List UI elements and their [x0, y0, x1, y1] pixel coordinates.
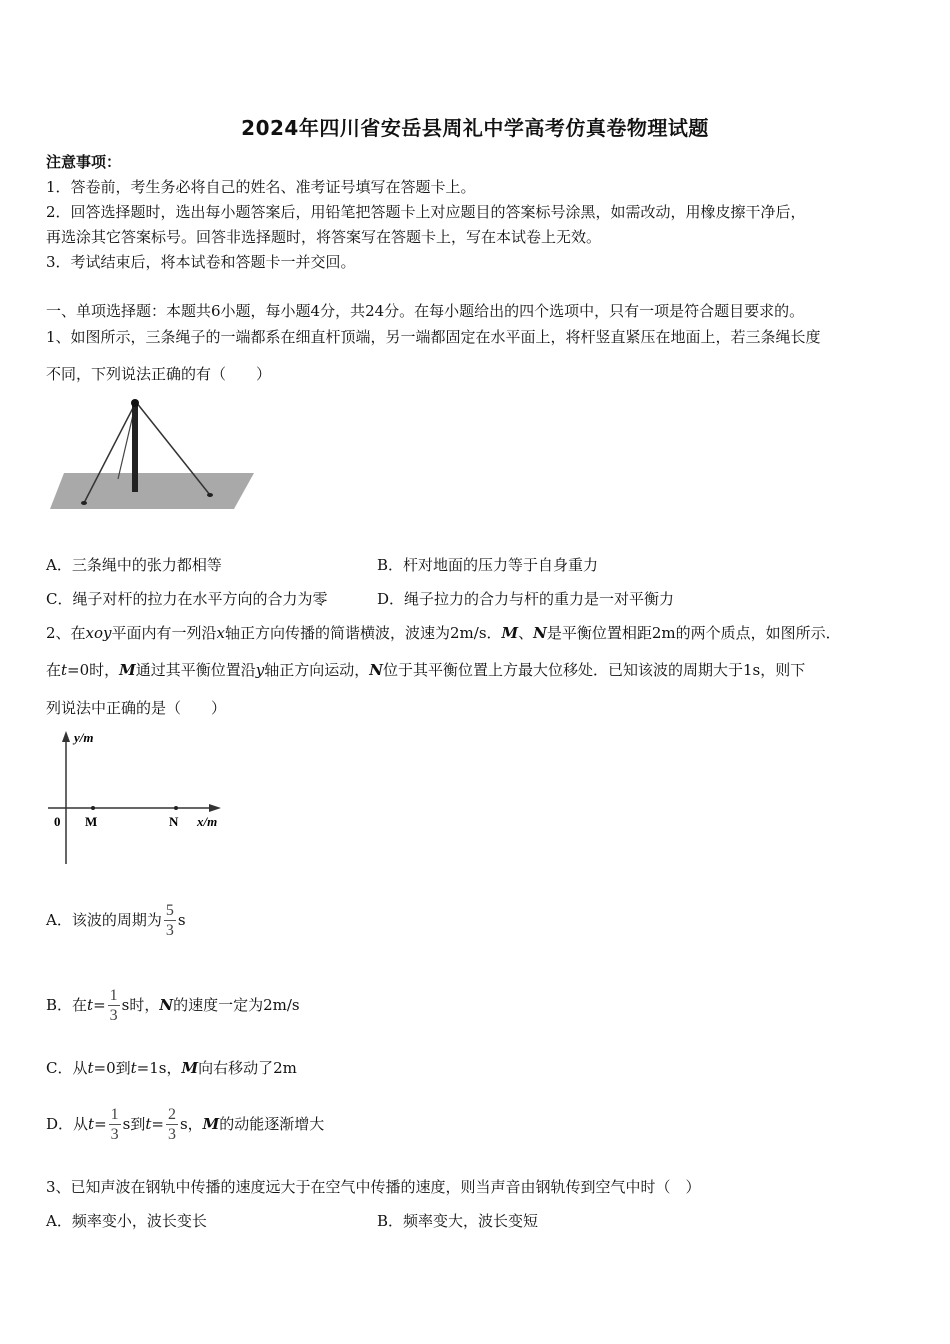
q2-option-c: C．从t=0到t=1s，M向右移动了2m	[46, 1059, 297, 1077]
point-m	[91, 806, 95, 810]
ground-plane	[50, 473, 254, 509]
q2-option-b: B．在 t = $\frac{1}{3}$ s时， N 的速度一定为2m/s	[46, 986, 300, 1024]
page-title: 2024年四川省安岳县周礼中学高考仿真卷物理试题	[241, 116, 709, 140]
q2-option-a: A．该波的周期为 $\frac{5}{3}$ s	[46, 901, 186, 939]
rod	[132, 402, 138, 492]
q1-option-d: D．绳子拉力的合力与杆的重力是一对平衡力	[377, 590, 675, 608]
notice-item-1: 1．答卷前，考生务必将自己的姓名、准考证号填写在答题卡上。	[46, 178, 476, 196]
fraction: $\frac{1}{3}$	[110, 1105, 119, 1143]
point-n-label: N	[169, 814, 179, 829]
notice-item-3: 3．考试结束后，将本试卷和答题卡一并交回。	[46, 253, 356, 271]
notice-item-2-cont: 再选涂其它答案标号。回答非选择题时，将答案写在答题卡上，写在本试卷上无效。	[46, 228, 602, 246]
q3-option-a: A．频率变小，波长变长	[46, 1212, 207, 1230]
q2-stem-line3: 列说法中正确的是（ ）	[46, 699, 227, 717]
q2-wave-axes	[46, 730, 231, 868]
fraction: $\frac{5}{3}$	[165, 901, 174, 939]
q1-option-b: B．杆对地面的压力等于自身重力	[377, 556, 599, 574]
x-axis-label: x/m	[197, 814, 218, 829]
notice-item-2: 2．回答选择题时，选出每小题答案后，用铅笔把答题卡上对应题目的答案标号涂黑，如需改动，用橡皮擦干净后，	[46, 203, 806, 221]
q1-option-c: C．绳子对杆的拉力在水平方向的合力为零	[46, 590, 328, 608]
q3-option-b: B．频率变大，波长变短	[377, 1212, 539, 1230]
fraction: $\frac{1}{3}$	[109, 986, 118, 1024]
y-axis-label: y/m	[74, 730, 94, 745]
q2-stem-line2: 在t=0时，M通过其平衡位置沿y轴正方向运动，N位于其平衡位置上方最大位移处．已知该波的周期大于1s，则下	[46, 661, 806, 679]
notice-heading: 注意事项：	[46, 153, 122, 171]
point-m-label: M	[85, 814, 98, 829]
q1-stem-line2: 不同，下列说法正确的有（ ）	[46, 365, 272, 383]
rod-top	[131, 399, 139, 407]
q2-option-d: D．从 t = $\frac{1}{3}$ s到 t = $\frac{2}{3}$ s， M 的动能逐渐增大	[46, 1105, 325, 1143]
origin-label: 0	[54, 814, 61, 829]
q3-stem: 3、已知声波在钢轨中传播的速度远大于在空气中传播的速度，则当声音由钢轨传到空气中时（ ）	[46, 1178, 701, 1196]
q1-option-a: A．三条绳中的张力都相等	[46, 556, 222, 574]
point-n	[174, 806, 178, 810]
q1-stem-line1: 1、如图所示，三条绳子的一端都系在细直杆顶端，另一端都固定在水平面上，将杆竖直紧压在地面上，若三条绳长度	[46, 328, 821, 346]
q2-stem-line1: 2、在xoy平面内有一列沿x轴正方向传播的简谐横波，波速为2m/s．M、N是平衡位置相距2m的两个质点，如图所示．	[46, 624, 841, 642]
section-heading: 一、单项选择题：本题共6小题，每小题4分，共24分。在每小题给出的四个选项中，只有一项是符合题目要求的。	[46, 302, 805, 320]
fraction: $\frac{2}{3}$	[167, 1105, 176, 1143]
q1-rod-figure	[46, 395, 256, 517]
